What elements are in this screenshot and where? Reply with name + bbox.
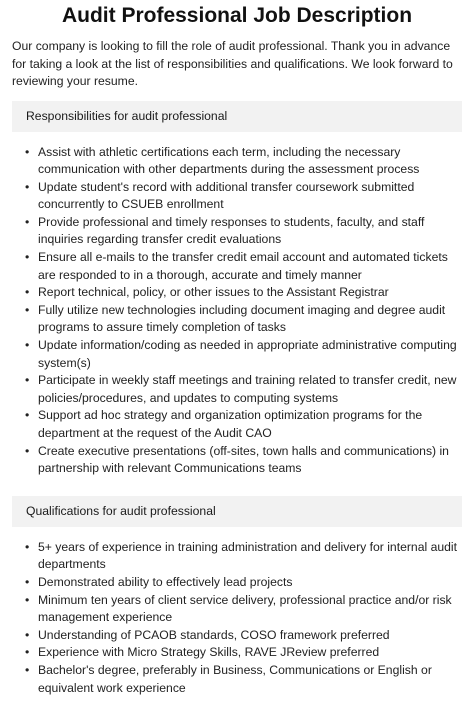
qualification-item: • Understanding of PCAOB standards, COSO framework preferred — [38, 627, 462, 645]
responsibilities-list — [12, 144, 462, 478]
qualification-item: • Minimum ten years of client service delivery, professional practice and/or risk management experience — [38, 592, 462, 627]
responsibility-item: • Report technical, policy, or other issues to the Assistant Registrar — [38, 284, 462, 302]
responsibility-item: • Ensure all e-mails to the transfer credit email account and automated tickets are responded to in a thorough, accurate and timely manner — [38, 249, 462, 284]
responsibility-item: • Support ad hoc strategy and organization optimization programs for the department at the request of the Audit CAO — [38, 407, 462, 442]
responsibility-item: • Create executive presentations (off-sites, town halls and communications) in partnership with relevant Communications teams — [38, 443, 462, 478]
responsibility-item: • Assist with athletic certifications each term, including the necessary communication with other departments during the assessment process — [38, 144, 462, 179]
qualification-item: • Bachelor's degree, preferably in Business, Communications or English or equivalent work experience — [38, 662, 462, 697]
responsibility-item: • Update student's record with additional transfer coursework submitted concurrently to CSUEB enrollment — [38, 179, 462, 214]
responsibility-item: • Update information/coding as needed in appropriate administrative computing system(s) — [38, 337, 462, 372]
qualification-item: • Experience with Micro Strategy Skills, RAVE JReview preferred — [38, 644, 462, 662]
qualifications-list — [12, 539, 462, 697]
qualification-item: • Demonstrated ability to effectively lead projects — [38, 574, 462, 592]
qualifications-heading: Qualifications for audit professional — [12, 496, 462, 527]
responsibility-item: • Fully utilize new technologies including document imaging and degree audit programs to assure timely completion of tasks — [38, 302, 462, 337]
intro-paragraph: Our company is looking to fill the role of audit professional. Thank you in advance for taking a look at the list of responsibilities and qualifications. We look forward to reviewing your resume. — [12, 39, 453, 88]
responsibility-item: • Provide professional and timely responses to students, faculty, and staff inquiries regarding transfer credit evaluations — [38, 214, 462, 249]
page-title: Audit Professional Job Description — [61, 4, 413, 27]
qualification-item: • 5+ years of experience in training administration and delivery for internal audit departments — [38, 539, 462, 574]
responsibility-item: • Participate in weekly staff meetings and training related to transfer credit, new policies/procedures, and updates to computing systems — [38, 372, 462, 407]
responsibilities-heading: Responsibilities for audit professional — [12, 101, 462, 132]
